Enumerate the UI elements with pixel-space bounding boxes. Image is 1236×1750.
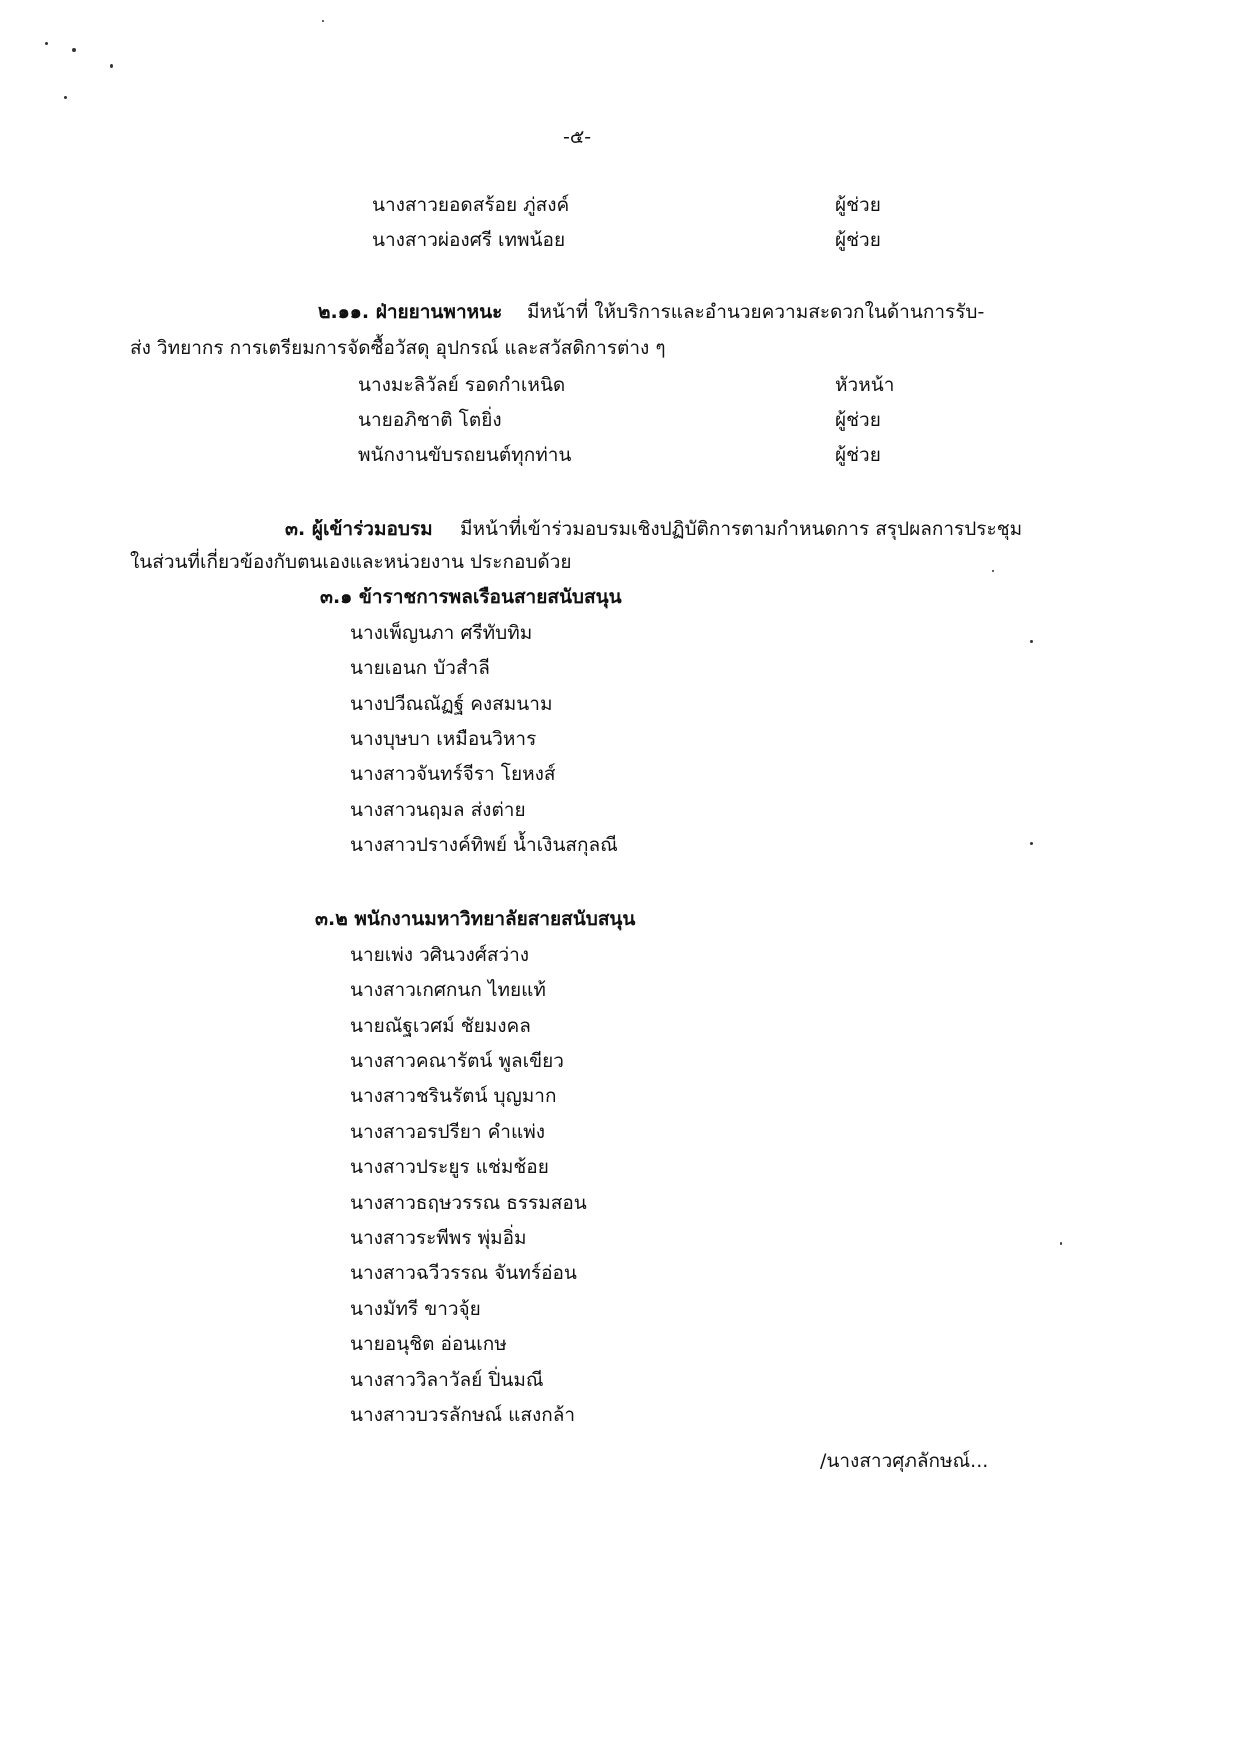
list-item: นางเพ็ญนภา ศรีทับทิม xyxy=(350,622,533,644)
top-member-role: ผู้ช่วย xyxy=(835,229,881,251)
member-name: พนักงานขับรถยนต์ทุกท่าน xyxy=(358,444,572,466)
section-3-1-heading: ๓.๑ ข้าราชการพลเรือนสายสนับสนุน xyxy=(320,586,622,608)
scan-speck xyxy=(992,570,994,572)
list-item: นางสาวเกศกนก ไทยแท้ xyxy=(350,979,546,1001)
list-item: นางสาวชรินรัตน์ บุญมาก xyxy=(350,1085,557,1107)
list-item: นางมัทรี ขาวจุ้ย xyxy=(350,1298,481,1320)
list-item: นางสาวนฤมล ส่งต่าย xyxy=(350,799,526,821)
member-name: นายอภิชาติ โตยิ่ง xyxy=(358,409,502,431)
list-item: นางสาวคณารัตน์ พูลเขียว xyxy=(350,1050,564,1072)
section-3-desc: ในส่วนที่เกี่ยวข้องกับตนเองและหน่วยงาน ประกอบด้วย xyxy=(130,551,572,573)
member-role: ผู้ช่วย xyxy=(835,444,881,466)
section-3-2-heading: ๓.๒ พนักงานมหาวิทยาลัยสายสนับสนุน xyxy=(315,908,636,930)
section-2-11-heading: ๒.๑๑. ฝ่ายยานพาหนะ xyxy=(318,301,503,323)
member-role: ผู้ช่วย xyxy=(835,409,881,431)
list-item: นางสาวจันทร์จีรา โยหงส์ xyxy=(350,763,556,785)
scan-speck xyxy=(1060,1242,1062,1245)
member-name: นางมะลิวัลย์ รอดกำเหนิด xyxy=(358,374,566,396)
list-item: นางบุษบา เหมือนวิหาร xyxy=(350,728,537,750)
section-2-11-desc: มีหน้าที่ ให้บริการและอำนวยความสะดวกในด้านการรับ- xyxy=(527,301,985,323)
list-item: นางสาวบวรลักษณ์ แสงกล้า xyxy=(350,1404,576,1426)
section-3-heading: ๓. ผู้เข้าร่วมอบรม xyxy=(285,518,433,540)
list-item: นางสาวธฤษวรรณ ธรรมสอน xyxy=(350,1192,587,1214)
list-item: นางปวีณณัฏฐ์ คงสมนาม xyxy=(350,693,553,715)
list-item: นายณัฐเวศม์ ชัยมงคล xyxy=(350,1015,531,1037)
list-item: นางสาวประยูร แช่มช้อย xyxy=(350,1156,549,1178)
list-item: นางสาววิลาวัลย์ ปิ่นมณี xyxy=(350,1369,544,1391)
scan-speck xyxy=(1030,842,1033,845)
scan-speck xyxy=(322,20,324,22)
section-2-11-desc: ส่ง วิทยากร การเตรียมการจัดซื้อวัสดุ อุปกรณ์ และสวัสดิการต่าง ๆ xyxy=(130,337,666,359)
scan-speck xyxy=(45,42,48,45)
list-item: นายเพ่ง วศินวงศ์สว่าง xyxy=(350,944,530,966)
scan-speck xyxy=(72,48,76,52)
list-item: นางสาวอรปรียา คำแพ่ง xyxy=(350,1121,546,1143)
page-number: -๕- xyxy=(563,126,592,148)
top-member-name: นางสาวยอดสร้อย ภู่สงค์ xyxy=(372,194,570,216)
scan-speck xyxy=(64,96,67,99)
continuation-text: /นางสาวศุภลักษณ์... xyxy=(820,1450,989,1472)
member-role: หัวหน้า xyxy=(835,374,895,396)
scan-speck xyxy=(110,64,113,68)
list-item: นายเอนก บัวสำลี xyxy=(350,657,490,679)
section-3-desc: มีหน้าที่เข้าร่วมอบรมเชิงปฏิบัติการตามกำหนดการ สรุปผลการประชุม xyxy=(460,518,1023,540)
list-item: นางสาวฉวีวรรณ จันทร์อ่อน xyxy=(350,1262,577,1284)
top-member-role: ผู้ช่วย xyxy=(835,194,881,216)
list-item: นางสาวปรางค์ทิพย์ น้ำเงินสกุลณี xyxy=(350,834,618,856)
list-item: นางสาวระพีพร พุ่มอิ่ม xyxy=(350,1227,527,1249)
top-member-name: นางสาวผ่องศรี เทพน้อย xyxy=(372,229,566,251)
list-item: นายอนุชิต อ่อนเกษ xyxy=(350,1333,507,1355)
scan-speck xyxy=(1030,640,1033,643)
